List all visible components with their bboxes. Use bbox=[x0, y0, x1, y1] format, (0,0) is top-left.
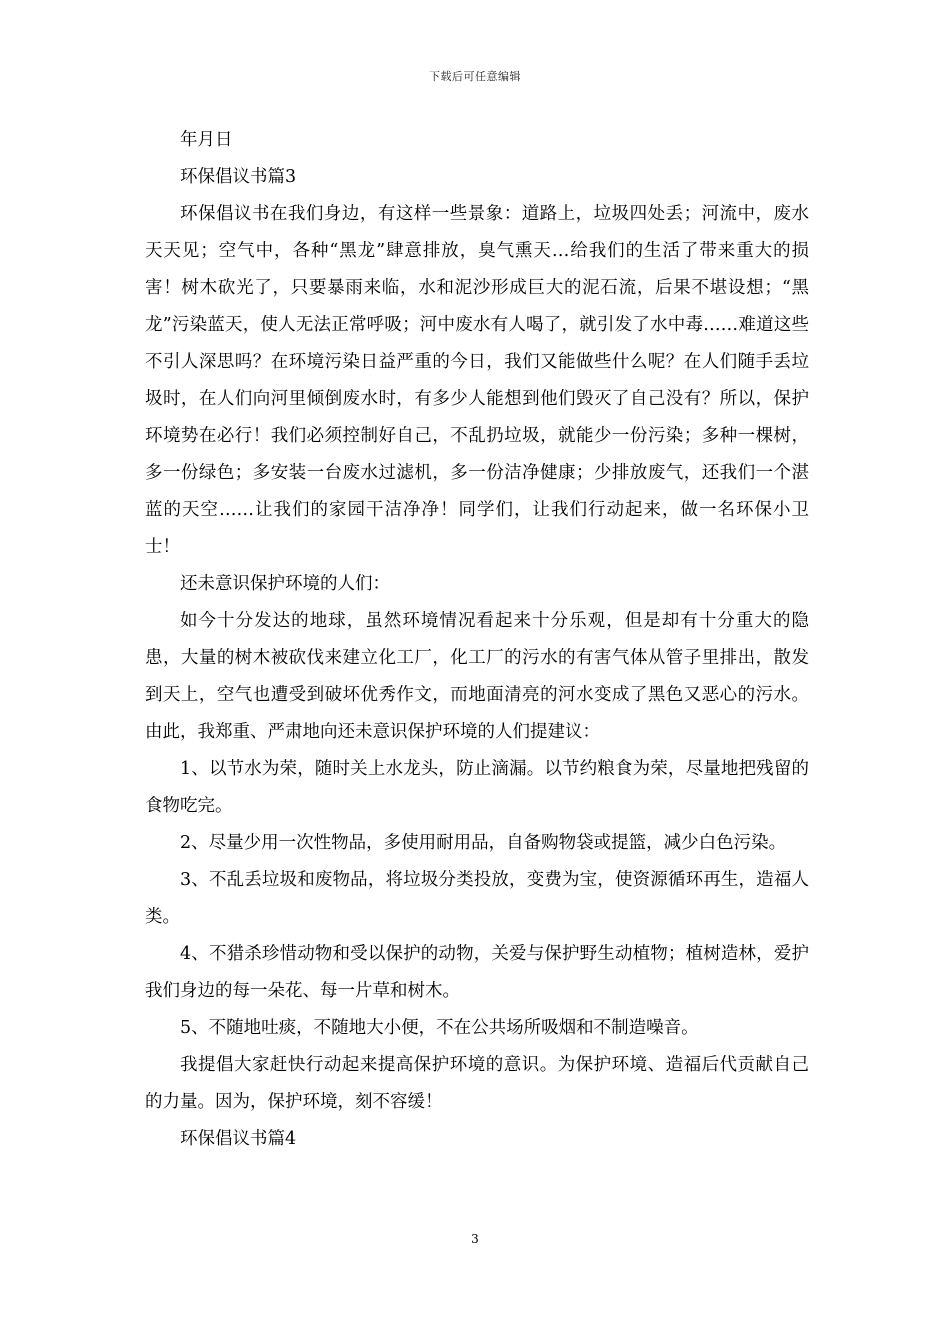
body-paragraph: 如今十分发达的地球，虽然环境情况看起来十分乐观，但是却有十分重大的隐患，大量的树木被砍伐来建立化工厂，化工厂的污水的有害气体从管子里排出，散发到天上，空气也遭受到破坏优秀作文，而地面清亮的河水变成了黑色又恶心的污水。由此，我郑重、严肃地向还未意识保护环境的人们提建议： bbox=[145, 611, 809, 742]
proposal-item: 1、以节水为荣，随时关上水龙头，防止滴漏。以节约粮食为荣，尽量地把残留的食物吃完。 bbox=[145, 759, 809, 816]
proposal-item: 4、不猎杀珍惜动物和受以保护的动物，关爱与保护野生动植物；植树造林，爱护我们身边的每一朵花、每一片草和树木。 bbox=[145, 944, 809, 1001]
body-paragraph: 我提倡大家赶快行动起来提高保护环境的意识。为保护环境、造福后代贡献自己的力量。因为，保护环境，刻不容缓！ bbox=[145, 1055, 809, 1112]
section-title: 环保倡议书篇4 bbox=[180, 1129, 297, 1149]
proposal-item: 3、不乱丢垃圾和废物品，将垃圾分类投放，变费为宝，使资源循环再生，造福人类。 bbox=[145, 870, 809, 927]
proposal-item: 2、尽量少用一次性物品，多使用耐用品，自备购物袋或提篮，减少白色污染。 bbox=[180, 833, 787, 853]
date-line: 年月日 bbox=[180, 130, 233, 150]
section-title: 环保倡议书篇3 bbox=[180, 167, 297, 187]
header-note: 下载后可任意编辑 bbox=[429, 70, 521, 83]
proposal-item: 5、不随地吐痰，不随地大小便，不在公共场所吸烟和不制造噪音。 bbox=[180, 1018, 699, 1038]
salutation: 还未意识保护环境的人们： bbox=[180, 574, 390, 594]
body-paragraph: 环保倡议书在我们身边，有这样一些景象：道路上，垃圾四处丢；河流中，废水天天见；空气中，各种“黑龙”肆意排放，臭气熏天…给我们的生活了带来重大的损害！树木砍光了，只要暴雨来临，水和泥沙形成巨大的泥石流，后果不堪设想；“黑龙”污染蓝天，使人无法正常呼吸；河中废水有人喝了，就引发了水中毒……难道这些不引人深思吗？在环境污染日益严重的今日，我们又能做些什么呢？在人们随手丢垃圾时，在人们向河里倾倒废水时，有多少人能想到他们毁灭了自己没有？所以，保护环境势在必行！我们必须控制好自己，不乱扔垃圾，就能少一份污染；多种一棵树，多一份绿色；多安装一台废水过滤机，多一份洁净健康；少排放废气，还我们一个湛蓝的天空……让我们的家园干洁净净！同学们，让我们行动起来，做一名环保小卫士！ bbox=[145, 204, 809, 557]
document-body bbox=[145, 122, 809, 1158]
page-number: 3 bbox=[471, 1232, 479, 1246]
